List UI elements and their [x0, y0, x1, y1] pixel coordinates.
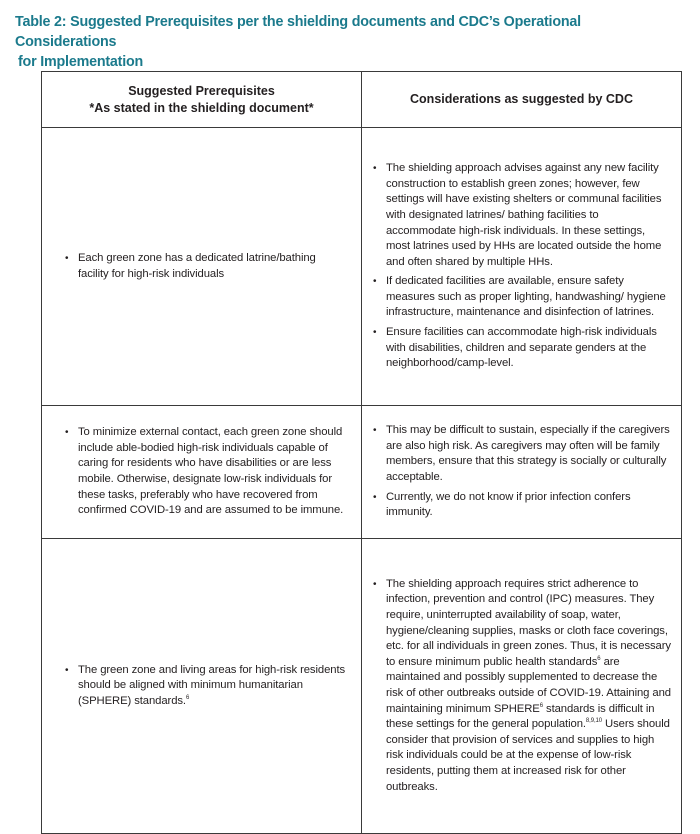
list-item: • This may be difficult to sustain, especially if the caregivers are also high risk. As caregivers may often will be family members, ensure that this strategy is socially or culturally acceptable. — [386, 423, 671, 485]
footnote-ref: 8,9,10 — [585, 718, 603, 725]
table-header-row — [42, 72, 682, 128]
list-item: • Currently, we do not know if prior infection confers immunity. — [386, 490, 671, 521]
consideration-cell — [362, 406, 682, 539]
footnote-ref: 6 — [597, 656, 601, 663]
prerequisite-cell — [42, 539, 362, 834]
table-row — [42, 406, 682, 539]
caption-line-2: for Implementation — [18, 54, 144, 70]
list-item — [78, 663, 349, 710]
consideration-cell — [362, 539, 682, 834]
list-item: • The shielding approach advises against any new facility construction to establish green zones; however, few settings will have existing shelters or communal facilities with designated latrines/ bathing facilities to accommodate high-risk individuals. In these settings, most latrines used by HHs are located outside the home and often shared by multiple HHs. — [386, 161, 671, 270]
table-row — [42, 128, 682, 406]
caption-line-1: Table 2: Suggested Prerequisites per the shielding documents and CDC’s Operational Considerations — [15, 14, 581, 50]
prerequisite-cell — [42, 406, 362, 539]
consideration-list — [362, 161, 681, 372]
consideration-list — [362, 577, 681, 795]
list-item: • Each green zone has a dedicated latrine/bathing facility for high-risk individuals — [78, 251, 349, 282]
list-item-text: The green zone and living areas for high-risk residents should be aligned with minimum humanitarian (SPHERE) standards. — [78, 663, 346, 707]
table-caption — [15, 12, 685, 72]
list-item: • If dedicated facilities are available, ensure safety measures such as proper lighting, handwashing/ hygiene infrastructure, maintenance and disinfection of latrines. — [386, 274, 671, 321]
list-item-text-b: are maintained and possibly supplemented to decrease the risk of other outbreaks outside of COVID-19. Attaining and maintaining minimum SPHERE — [386, 655, 671, 715]
list-item: • Ensure facilities can accommodate high-risk individuals with disabilities, children and separate genders at the neighborhood/camp-level. — [386, 325, 671, 372]
consideration-list — [362, 423, 681, 521]
table-row — [42, 539, 682, 834]
header-suggested-prerequisites — [42, 72, 362, 128]
prerequisite-list — [42, 251, 361, 282]
list-item: • To minimize external contact, each green zone should include able-bodied high-risk individuals capable of caring for residents who have disabilities or are less mobile. Otherwise, designate low-risk individuals for these tasks, preferably who have recovered from confirmed COVID-19 and are assumed to be immune. — [78, 425, 349, 519]
header-cdc-considerations: Considerations as suggested by CDC — [362, 72, 682, 128]
consideration-cell — [362, 128, 682, 406]
header-left-line-2: *As stated in the shielding document* — [89, 100, 314, 115]
header-left-line-1: Suggested Prerequisites — [128, 83, 275, 98]
prerequisites-table — [41, 71, 682, 834]
list-item — [386, 577, 671, 795]
footnote-ref: 6 — [539, 702, 543, 709]
prerequisite-list — [42, 425, 361, 519]
list-item-text-c: standards is difficult in these settings for the general population. — [386, 702, 655, 731]
list-item-text-d: Users should consider that provision of services and supplies to high risk individuals could be at the expense of low-risk residents, putting them at increased risk for other outbreaks. — [386, 718, 670, 793]
prerequisite-cell — [42, 128, 362, 406]
prerequisite-list — [42, 663, 361, 710]
footnote-ref: 6 — [185, 695, 190, 702]
list-item-text-a: The shielding approach requires strict adherence to infection, prevention and control (IPC) measures. They require, uninterrupted availability of soap, water, hygiene/cleaning supplies, masks or cloth face coverings, etc. for all individuals in green zones. Thus, it is necessary to ensure minimum public health standards — [386, 577, 671, 668]
